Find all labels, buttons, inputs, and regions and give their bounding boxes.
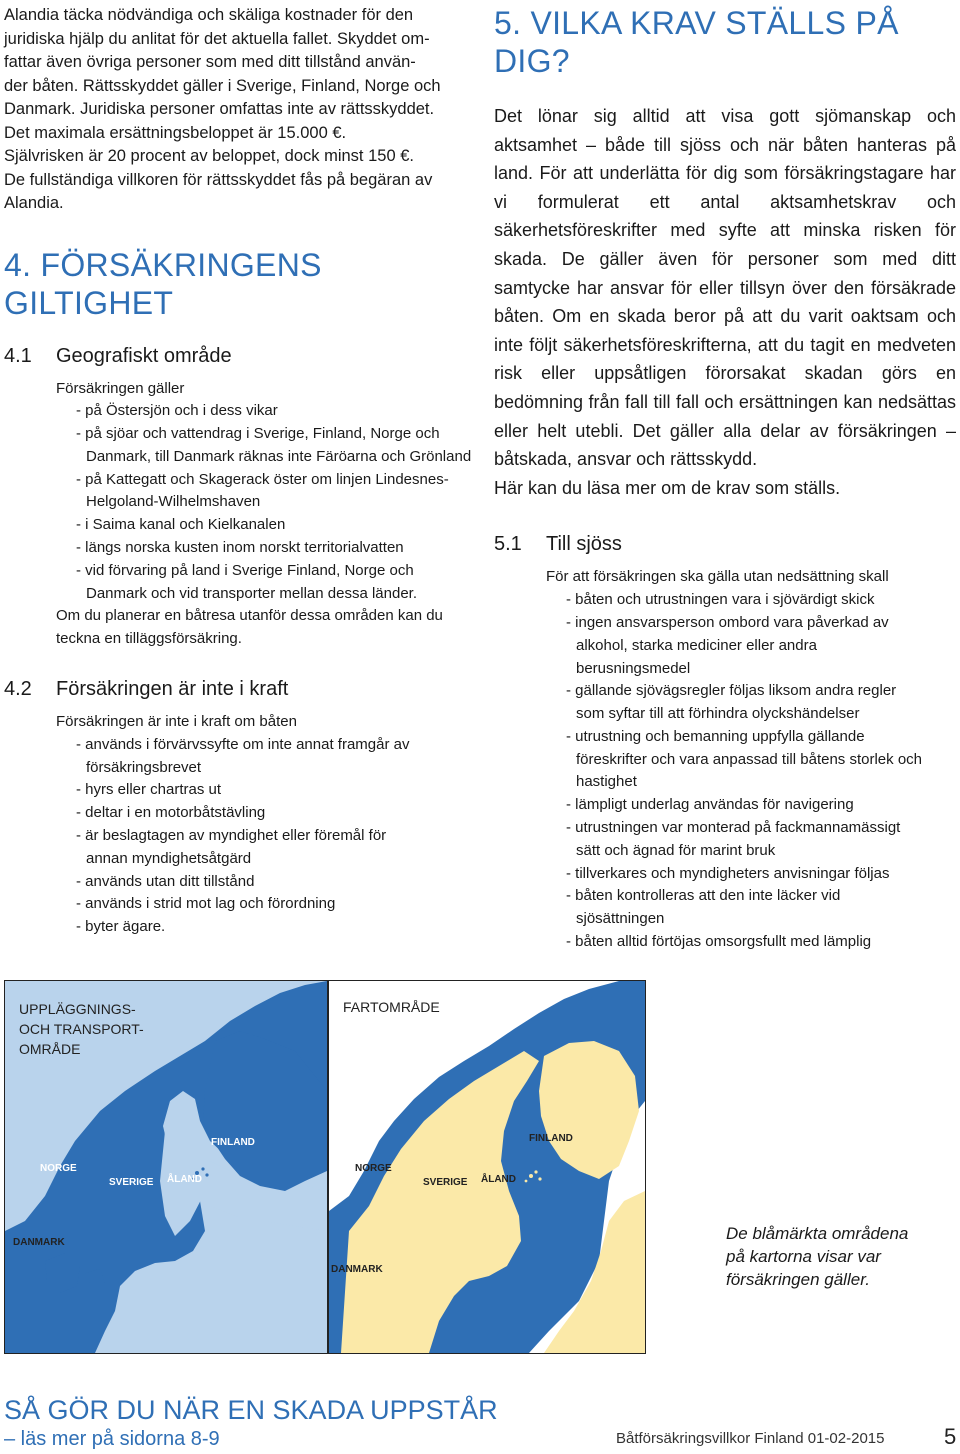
label-norge: NORGE [355, 1163, 392, 1174]
list-item: - i Saima kanal och Kielkanalen [76, 516, 286, 534]
read-more-text: Här kan du läsa mer om de krav som ställs. [494, 477, 841, 498]
section-4-2-heading [4, 675, 472, 703]
list-item: - ingen ansvarsperson ombord vara påverkad av alkohol, starka mediciner eller andra berusningsmedel [566, 613, 889, 677]
list-item: - gällande sjövägsregler följas liksom andra regler som syftar till att förhindra olyckshändelser [566, 682, 897, 723]
section-intro: För att försäkringen ska gälla utan nedsättning skall [546, 568, 889, 586]
caption-line: De blåmärkta områdena [726, 1224, 909, 1243]
section-number: 4.1 [4, 344, 32, 367]
geographic-list [32, 400, 472, 605]
list-item: - utrustning och bemanning uppfylla gällande föreskrifter och vara anpassad till båtens storlek och hastighet [566, 727, 923, 791]
intro-line: der båten. Rättsskyddet gäller i Sverige, Finland, Norge och [4, 76, 441, 95]
list-item: - längs norska kusten inom norskt territorialvatten [76, 539, 404, 557]
section-4-heading: 4. FÖRSÄKRINGENS GILTIGHET [4, 246, 322, 321]
section-number: 5.1 [494, 533, 522, 556]
map-caption [726, 1222, 946, 1291]
list-item: - lämpligt underlag användas för navigering [566, 796, 854, 814]
footer-subheading: – läs mer på sidorna 8-9 [4, 1428, 220, 1450]
label-aland: ÅLAND [167, 1174, 202, 1185]
storage-map-title [19, 999, 144, 1059]
label-sverige: SVERIGE [109, 1177, 154, 1188]
intro-line: fattar även övriga personer som med ditt tillstånd använ- [4, 53, 416, 71]
section-5-1-body [546, 566, 956, 954]
section-title: Geografiskt område [56, 344, 232, 367]
map-title-line: OMRÅDE [19, 1041, 81, 1057]
label-finland: FINLAND [529, 1133, 573, 1144]
caption-line: försäkringen gäller. [726, 1270, 870, 1289]
left-column [4, 4, 472, 939]
label-aland: ÅLAND [481, 1174, 516, 1185]
section-intro: Försäkringen är inte i kraft om båten [56, 713, 297, 731]
list-item: - på Östersjön och i dess vikar [76, 402, 278, 420]
map-title-line: UPPLÄGGNINGS- [19, 1001, 136, 1017]
list-item: - används utan ditt tillstånd [76, 872, 255, 890]
section-4-2-body [56, 711, 472, 939]
section-5-heading: 5. VILKA KRAV STÄLLS PÅ DIG? [494, 5, 899, 79]
section-intro: Försäkringen gäller [56, 379, 185, 397]
exclusions-list [32, 734, 432, 939]
label-norge: NORGE [40, 1163, 77, 1174]
requirements-list [522, 589, 922, 954]
intro-line: Alandia. [4, 194, 64, 212]
right-column [494, 4, 956, 954]
section-title: Till sjöss [546, 533, 622, 556]
page-number: 5 [944, 1424, 957, 1449]
section-5-paragraph: Det lönar sig alltid att visa gott sjömanskap och aktsamhet – både till sjöss och när båten hanteras på land. För att underlätta för dig som försäkringstagare har vi formulerat ett antal aktsamhetskrav och säkerhetsföreskrifter med syfte att minska risken för skada. De gäller även för personer som med ditt samtycke har ansvar för eller tillsyn över den försäkrade båten. Om en skada beror på att du varit oaktsam och inte följt säkerhetsföreskrifterna, att du tagit en medveten risk eller uppsåtligen förorsakat skadan görs en bedömning från fall till fall och ersättningen kan nedsättas eller helt utebli. Det gäller alla delar av försäkringen – båtskada, ansvar och rättsskydd. [494, 106, 956, 470]
list-item: - på Kattegatt och Skagerack öster om linjen Lindesnes-Helgoland-Wilhelmshaven [76, 470, 449, 511]
intro-line: juridiska hjälp du anlitat för det aktuella fallet. Skyddet om- [4, 29, 430, 48]
list-item: - utrustningen var monterad på fackmannamässigt sätt och ägnad för marint bruk [566, 819, 901, 859]
section-number: 4.2 [4, 678, 32, 701]
list-item: - båten alltid förtöjas omsorgsfullt med lämplig [566, 933, 872, 951]
list-item: - byter ägare. [76, 918, 166, 936]
list-item: - på sjöar och vattendrag i Sverige, Finland, Norge och Danmark, till Danmark räknas inte Färöarna och Grönland [76, 425, 472, 465]
list-item: - är beslagtagen av myndighet eller föremål för annan myndighetsåtgärd [76, 827, 387, 867]
caption-line: på kartorna visar var [726, 1247, 881, 1266]
section-4-1-body [56, 378, 472, 652]
list-item: - vid förvaring på land i Sverige Finland, Norge och Danmark och vid transporter mellan dessa länder. [76, 561, 417, 602]
section-4-1-heading [4, 342, 472, 370]
list-item: - används i strid mot lag och förordning [76, 895, 336, 913]
intro-line: Självrisken är 20 procent av beloppet, dock minst 150 €. [4, 147, 414, 165]
list-item: - båten och utrustningen vara i sjövärdigt skick [566, 591, 875, 609]
list-item: - hyrs eller chartras ut [76, 781, 222, 799]
label-danmark: DANMARK [13, 1237, 65, 1248]
intro-line: De fullständiga villkoren för rättsskyddet fås på begäran av [4, 170, 433, 189]
label-danmark: DANMARK [331, 1264, 383, 1275]
navigation-map-title: FARTOMRÅDE [343, 999, 440, 1015]
intro-line: Alandia täcka nödvändiga och skäliga kostnader för den [4, 6, 414, 24]
list-item: - används i förvärvssyfte om inte annat framgår av försäkringsbrevet [76, 735, 410, 776]
list-item: - tillverkares och myndigheters anvisningar följas [566, 864, 890, 882]
intro-line: Danmark. Juridiska personer omfattas inte av rättsskyddet. [4, 100, 435, 118]
map-title-line: OCH TRANSPORT- [19, 1021, 144, 1037]
storage-transport-map [4, 980, 328, 1354]
intro-line: Det maximala ersättningsbeloppet är 15.000 €. [4, 123, 347, 142]
section-5-1-heading [494, 530, 956, 558]
list-item: - båten kontrolleras att den inte läcker vid sjösättningen [566, 887, 841, 928]
label-sverige: SVERIGE [423, 1177, 468, 1188]
footer-heading: SÅ GÖR DU NÄR EN SKADA UPPSTÅR [4, 1395, 498, 1425]
navigation-area-map [328, 980, 646, 1354]
section-title: Försäkringen är inte i kraft [56, 678, 289, 701]
document-title: Båtförsäkringsvillkor Finland 01-02-2015 [616, 1430, 885, 1447]
list-item: - deltar i en motorbåtstävling [76, 804, 266, 822]
label-finland: FINLAND [211, 1137, 255, 1148]
legal-protection-paragraph [4, 4, 472, 216]
section-outro: Om du planerar en båtresa utanför dessa områden kan du teckna en tilläggsförsäkring. [56, 607, 443, 648]
